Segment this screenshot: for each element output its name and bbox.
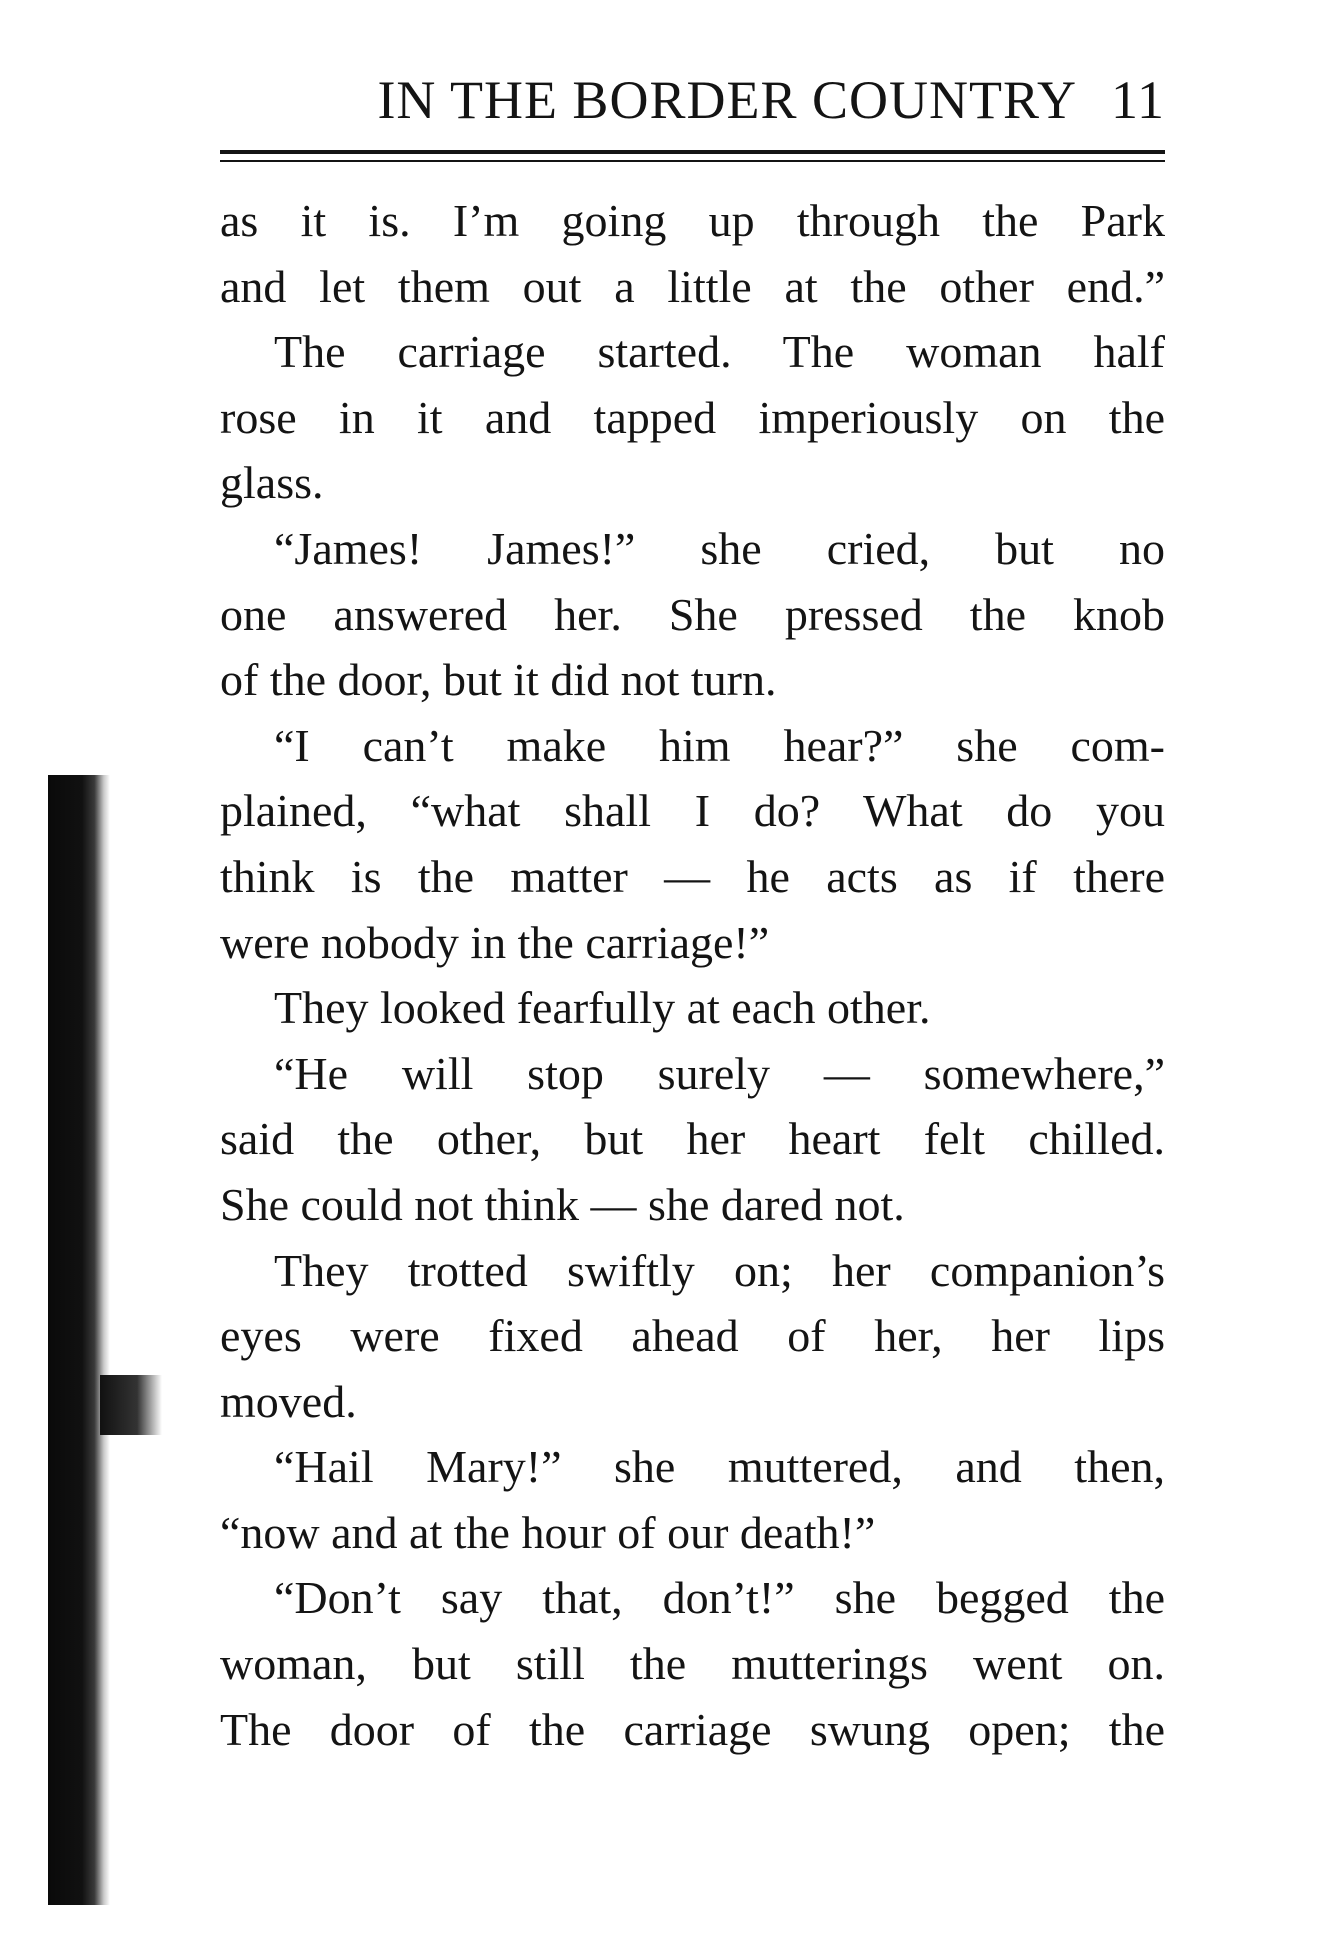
text-line: She could not think — she dared not.	[220, 1178, 905, 1230]
text-line: “Don’t say that, don’t!” she begged the	[274, 1572, 1165, 1624]
text-line: said the other, but her heart felt chilled.	[220, 1113, 1165, 1165]
header-rule-thin	[220, 160, 1165, 162]
text-line: one answered her. She pressed the knob	[220, 588, 1165, 640]
text-line: The door of the carriage swung open; the	[220, 1703, 1165, 1755]
text-line: plained, “what shall I do? What do you	[220, 785, 1165, 837]
binding-shadow-notch	[100, 1375, 162, 1435]
text-line: as it is. I’m going up through the Park	[220, 195, 1165, 246]
text-line: “Hail Mary!” she muttered, and then,	[274, 1441, 1165, 1493]
text-line: and let them out a little at the other end.”	[220, 260, 1165, 312]
text-line: “James! James!” she cried, but no	[274, 522, 1165, 574]
running-head-title: IN THE BORDER COUNTRY	[377, 70, 1077, 130]
text-line: glass.	[220, 457, 324, 509]
running-head	[220, 60, 1165, 140]
text-line: “I can’t make him hear?” she com-	[274, 719, 1165, 771]
page-number: 11	[1111, 70, 1165, 130]
text-line: They looked fearfully at each other.	[274, 982, 931, 1034]
text-line: rose in it and tapped imperiously on the	[220, 391, 1165, 443]
text-line: The carriage started. The woman half	[274, 326, 1165, 378]
text-line: woman, but still the mutterings went on.	[220, 1638, 1165, 1690]
text-line: were nobody in the carriage!”	[220, 916, 770, 968]
text-line: moved.	[220, 1375, 357, 1427]
binding-shadow	[48, 775, 110, 1905]
header-rule-thick	[220, 150, 1165, 154]
text-line: eyes were fixed ahead of her, her lips	[220, 1310, 1165, 1362]
text-line: think is the matter — he acts as if there	[220, 850, 1165, 902]
text-line: “now and at the hour of our death!”	[220, 1506, 876, 1558]
text-line: of the door, but it did not turn.	[220, 654, 777, 706]
body-text	[220, 188, 1165, 1762]
text-line: “He will stop surely — somewhere,”	[274, 1047, 1165, 1099]
text-line: They trotted swiftly on; her companion’s	[274, 1244, 1165, 1296]
